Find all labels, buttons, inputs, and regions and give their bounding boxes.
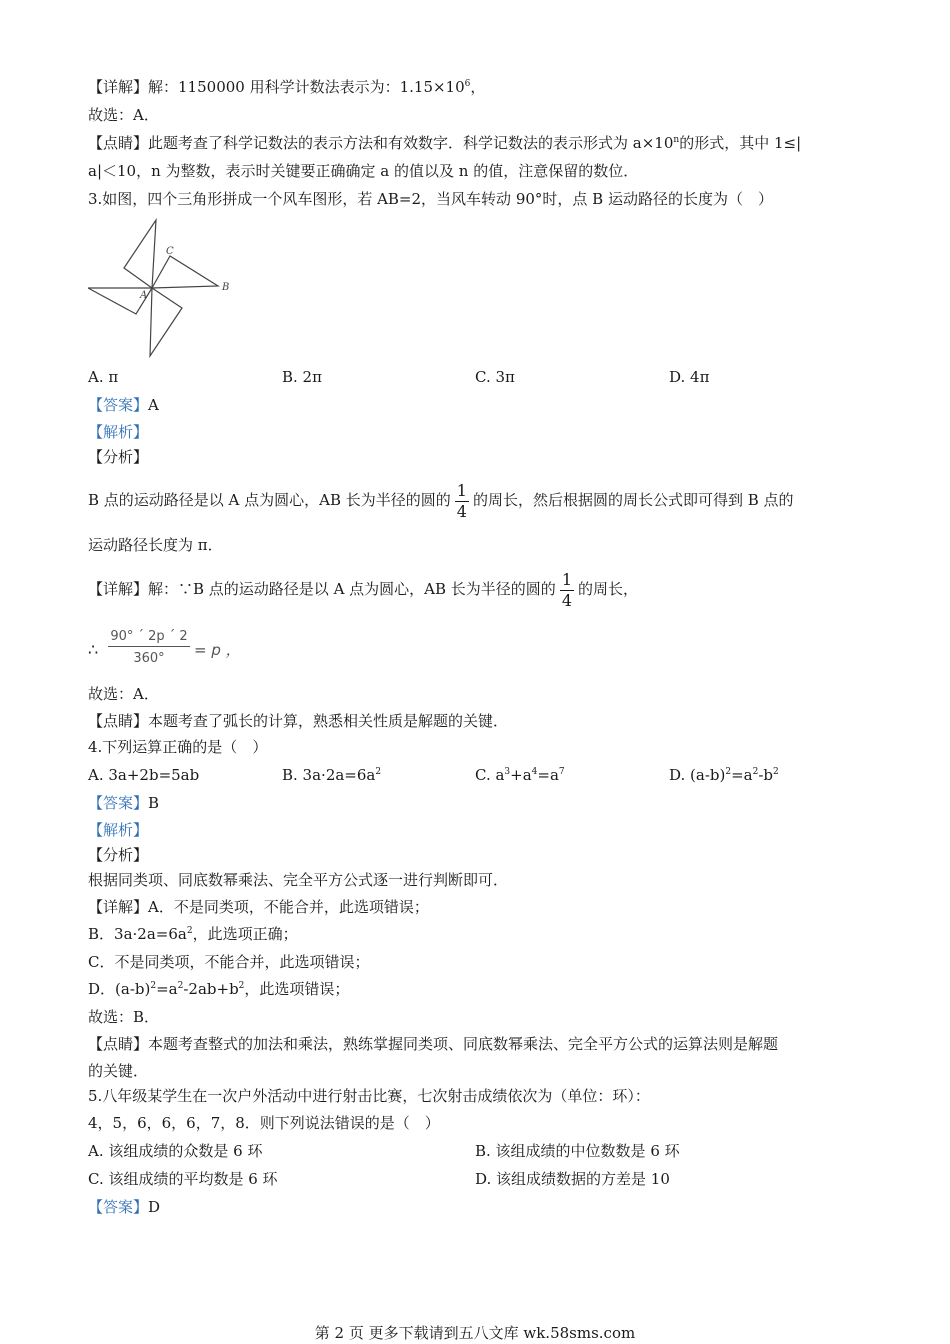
q3-detail: 【详解】解：∵B 点的运动路径是以 A 点为圆心，AB 长为半径的圆的 $\frac{1}{4}$ 的周长， bbox=[88, 569, 639, 610]
q2-comment-line2: a|＜10，n 为整数，表示时关键要正确确定 a 的值以及 n 的值，注意保留的数位． bbox=[88, 162, 639, 180]
q5-options-row1 bbox=[88, 1141, 868, 1161]
q3-comment: 【点睛】本题考查了弧长的计算，熟悉相关性质是解题的关键． bbox=[88, 712, 509, 730]
q5-options-row2 bbox=[88, 1169, 868, 1189]
q5-stem-line1: 5.八年级某学生在一次户外活动中进行射击比赛，七次射击成绩依次为（单位：环）： bbox=[88, 1087, 650, 1105]
q4-comment-line1: 【点睛】本题考查整式的加法和乘法，熟练掌握同类项、同底数幂乘法、完全平方公式的运算法则是解题 bbox=[88, 1035, 779, 1053]
answer-tag: 【答案】 bbox=[88, 794, 149, 812]
answer-tag: 【答案】 bbox=[88, 1198, 149, 1216]
q3-fenxi-line2: 运动路径长度为 π． bbox=[88, 536, 223, 554]
q4-answer: 【答案】B bbox=[88, 794, 160, 812]
q3-formula: ∴ 90° ´ 2p ´ 2 360° = p ， bbox=[88, 629, 241, 666]
q3-fenxi-line1: B 点的运动路径是以 A 点为圆心，AB 长为半径的圆的 $\frac{1}{4}$ 的周长，然后根据圆的周长公式即可得到 B 点的 bbox=[88, 480, 794, 521]
q3-answer: 【答案】A bbox=[88, 396, 159, 414]
q3-fenxi-tag: 【分析】 bbox=[88, 448, 149, 466]
point-b-label: B bbox=[222, 282, 230, 293]
q4-detail-d: D．$(a-b)^2=a^2-2ab+b^2$，此选项错误； bbox=[88, 980, 350, 998]
windmill-figure bbox=[88, 218, 238, 358]
q4-detail-c: C．不是同类项，不能合并，此选项错误； bbox=[88, 953, 370, 971]
detail-tag: 【详解】 bbox=[88, 78, 149, 96]
q3-option-b: B. 2π bbox=[282, 368, 322, 386]
q3-option-c: C. 3π bbox=[475, 368, 515, 386]
q4-fenxi: 根据同类项、同底数幂乘法、完全平方公式逐一进行判断即可． bbox=[88, 871, 509, 889]
windmill-blade-down bbox=[150, 288, 182, 356]
q5-option-c: C. 该组成绩的平均数是 6 环 bbox=[88, 1170, 278, 1188]
q4-detail-b: B．$3a\cdot 2a=6a^2$，此选项正确； bbox=[88, 925, 298, 943]
answer-tag: 【答案】 bbox=[88, 396, 149, 414]
formula-numerator: 90° ´ 2p ´ 2 bbox=[108, 628, 190, 647]
fraction-one-quarter-2: $\frac{1}{4}$ bbox=[561, 569, 572, 610]
q3-option-d: D. 4π bbox=[669, 368, 710, 386]
q5-option-d: D. 该组成绩数据的方差是 10 bbox=[475, 1170, 670, 1188]
q4-analysis-tag: 【解析】 bbox=[88, 821, 149, 839]
q4-stem: 4.下列运算正确的是（ ） bbox=[88, 738, 268, 756]
q4-detail-a: 【详解】A．不是同类项，不能合并，此选项错误； bbox=[88, 898, 429, 916]
q3-options bbox=[88, 367, 868, 387]
q5-option-a: A. 该组成绩的众数是 6 环 bbox=[88, 1142, 263, 1160]
q3-choose: 故选：A． bbox=[88, 685, 159, 703]
point-a-label: A bbox=[140, 290, 148, 301]
fraction-one-quarter: $\frac{1}{4}$ bbox=[456, 480, 467, 521]
q4-fenxi-tag: 【分析】 bbox=[88, 846, 149, 864]
q4-options bbox=[88, 765, 868, 785]
windmill-blade-right bbox=[152, 256, 218, 288]
q4-choose: 故选：B． bbox=[88, 1008, 160, 1026]
q2-choose: 故选：A． bbox=[88, 106, 159, 124]
page-footer: 第 2 页 更多下载请到五八文库 wk.58sms.com bbox=[314, 1324, 636, 1342]
q5-answer: 【答案】D bbox=[88, 1198, 161, 1216]
q4-comment-line2: 的关键． bbox=[88, 1062, 149, 1080]
q2-comment-line1: 【点睛】此题考查了科学记数法的表示方法和有效数字．科学记数法的表示形式为 $a\times 10^n$的形式，其中 1≤| bbox=[88, 134, 802, 152]
windmill-blade-up bbox=[124, 220, 156, 288]
q3-option-a: A. π bbox=[88, 368, 119, 386]
formula-rhs: = p ， bbox=[194, 641, 241, 659]
point-c-label: C bbox=[166, 246, 174, 257]
q3-analysis-tag: 【解析】 bbox=[88, 423, 149, 441]
q4-option-d: D. $(a-b)^2=a^2-b^2$ bbox=[669, 766, 779, 784]
q5-stem-line2: 4，5，6，6，6，7，8．则下列说法错误的是（ ） bbox=[88, 1114, 440, 1132]
q4-option-b: B. $3a\cdot 2a=6a^2$ bbox=[282, 766, 382, 784]
formula-denominator: 360° bbox=[133, 651, 165, 666]
q4-option-c: C. $a^3+a^4=a^7$ bbox=[475, 766, 565, 784]
q4-option-a: A. 3a+2b=5ab bbox=[88, 766, 200, 784]
q2-detail: 【详解】解：1150000 用科学计数法表示为：$1.15\times 10^6$， bbox=[88, 78, 486, 96]
q3-stem: 3.如图，四个三角形拼成一个风车图形，若 AB=2，当风车转动 90°时，点 B 运动路径的长度为（ ） bbox=[88, 190, 773, 208]
q5-option-b: B. 该组成绩的中位数数是 6 环 bbox=[475, 1142, 680, 1160]
